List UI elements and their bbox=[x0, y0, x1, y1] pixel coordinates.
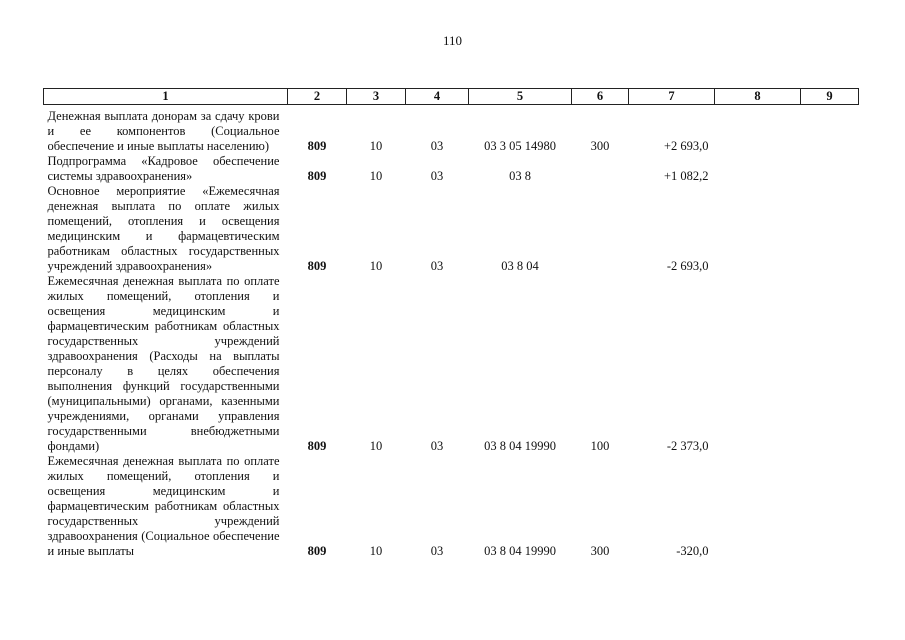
table-header-row bbox=[44, 89, 859, 105]
ministry-code: 809 bbox=[307, 544, 327, 558]
subsection-code: 03 bbox=[430, 439, 444, 453]
row-name: Ежемесячная денежная выплата по оплате жилых помещений, отопления и освещения медицинским и фармацевтическим работникам областных государственных учреждений здравоохранения (Расходы на выплаты персоналу в целях обеспечения выполнения функций государственными (муниципальными) органами, казенными учреждениями, органами управления государственными внебюджетными фондами) bbox=[47, 274, 280, 453]
column-header: 2 bbox=[288, 89, 347, 105]
col8-value bbox=[715, 105, 801, 155]
row-name: Основное мероприятие «Ежемесячная денежная выплата по оплате жилых помещений, отопления и освещения медицинским и фармацевтическим работникам областных государственных учреждений здравоохранения» bbox=[47, 184, 280, 273]
col9-value bbox=[801, 154, 859, 184]
column-header: 9 bbox=[801, 89, 859, 105]
col9-value bbox=[801, 105, 859, 155]
column-header: 6 bbox=[572, 89, 629, 105]
column-header: 5 bbox=[469, 89, 572, 105]
row-name: Ежемесячная денежная выплата по оплате жилых помещений, отопления и освещения медицинским и фармацевтическим работникам областных государственных учреждений здравоохранения (Социальное обеспечение и иные выплаты bbox=[47, 454, 280, 558]
col8-value bbox=[715, 454, 801, 559]
expense-type-code bbox=[572, 184, 629, 274]
amount-value: -2 693,0 bbox=[666, 259, 709, 273]
target-article-code: 03 3 05 14980 bbox=[484, 139, 556, 153]
subsection-code: 03 bbox=[430, 259, 444, 273]
row-name: Подпрограмма «Кадровое обеспечение системы здравоохранения» bbox=[47, 154, 280, 183]
ministry-code: 809 bbox=[307, 439, 327, 453]
section-code: 10 bbox=[369, 544, 383, 558]
column-header: 3 bbox=[347, 89, 406, 105]
target-article-code: 03 8 04 19990 bbox=[484, 544, 556, 558]
amount-value: +1 082,2 bbox=[663, 169, 709, 183]
expense-type-code bbox=[572, 154, 629, 184]
ministry-code: 809 bbox=[307, 169, 327, 183]
amount-value: +2 693,0 bbox=[663, 139, 709, 153]
table-row bbox=[44, 154, 859, 184]
section-code: 10 bbox=[369, 169, 383, 183]
col9-value bbox=[801, 184, 859, 274]
ministry-code: 809 bbox=[307, 259, 327, 273]
table-row bbox=[44, 184, 859, 274]
table-row bbox=[44, 454, 859, 559]
col9-value bbox=[801, 454, 859, 559]
amount-value: -2 373,0 bbox=[666, 439, 709, 453]
table-row bbox=[44, 105, 859, 155]
table-row bbox=[44, 274, 859, 454]
section-code: 10 bbox=[369, 439, 383, 453]
section-code: 10 bbox=[369, 139, 383, 153]
ministry-code: 809 bbox=[307, 139, 327, 153]
column-header: 4 bbox=[406, 89, 469, 105]
target-article-code: 03 8 04 bbox=[501, 259, 539, 273]
target-article-code: 03 8 04 19990 bbox=[484, 439, 556, 453]
col8-value bbox=[715, 154, 801, 184]
section-code: 10 bbox=[369, 259, 383, 273]
subsection-code: 03 bbox=[430, 169, 444, 183]
column-header: 1 bbox=[44, 89, 288, 105]
col8-value bbox=[715, 274, 801, 454]
column-header: 8 bbox=[715, 89, 801, 105]
target-article-code: 03 8 bbox=[509, 169, 531, 183]
col8-value bbox=[715, 184, 801, 274]
expense-type-code: 300 bbox=[590, 544, 610, 558]
page-number: 110 bbox=[442, 33, 463, 48]
budget-table bbox=[43, 88, 859, 559]
subsection-code: 03 bbox=[430, 544, 444, 558]
col9-value bbox=[801, 274, 859, 454]
expense-type-code: 300 bbox=[590, 139, 610, 153]
expense-type-code: 100 bbox=[590, 439, 610, 453]
row-name: Денежная выплата донорам за сдачу крови и ее компонентов (Социальное обеспечение и иные выплаты населению) bbox=[47, 109, 280, 153]
amount-value: -320,0 bbox=[676, 544, 709, 558]
subsection-code: 03 bbox=[430, 139, 444, 153]
column-header: 7 bbox=[629, 89, 715, 105]
